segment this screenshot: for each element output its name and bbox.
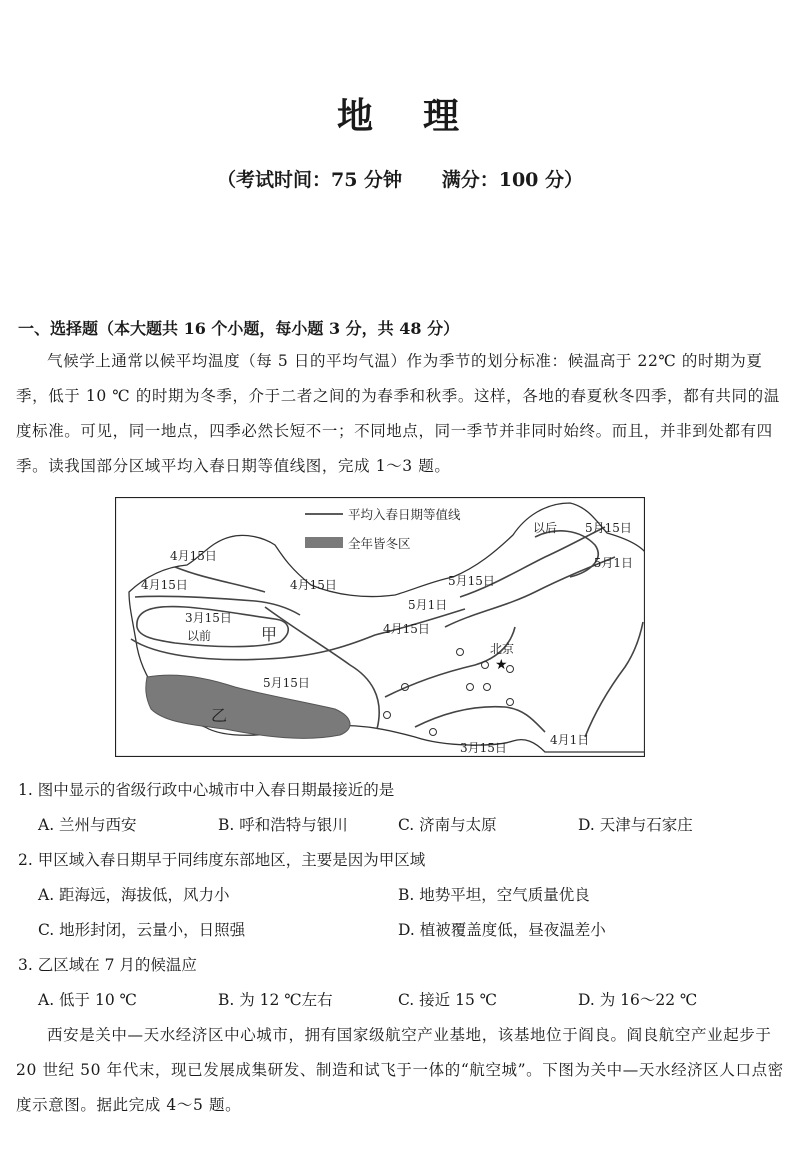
map-label: 5月15日	[263, 676, 310, 690]
map-label: 5月15日	[585, 521, 632, 535]
q1-option-b[interactable]: B. 呼和浩特与银川	[218, 816, 348, 834]
legend-isoline-label: 平均入春日期等值线	[348, 507, 461, 522]
q3-option-a[interactable]: A. 低于 10 ℃	[38, 991, 137, 1009]
map-label: 北京	[490, 642, 515, 656]
q1-option-c[interactable]: C. 济南与太原	[398, 816, 497, 834]
passage-2-text: 西安是关中—天水经济区中心城市，拥有国家级航空产业基地，该基地位于阎良。阎良航空产业起步于 20 世纪 50 年代末，现已发展成集研发、制造和试飞于一体的“航空城”。下图为关中—天水经济区人口点密度示意图。据此完成 4～5 题。	[16, 1026, 784, 1114]
q2-option-b[interactable]: B. 地势平坦，空气质量优良	[398, 886, 590, 904]
q3-option-c[interactable]: C. 接近 15 ℃	[398, 991, 498, 1009]
title-char-2: 理	[423, 96, 464, 137]
map-label: 3月15日	[185, 611, 232, 625]
question-2-stem: 2. 甲区域入春日期早于同纬度东部地区，主要是因为甲区域	[18, 851, 426, 869]
map-label: 以后	[533, 521, 558, 535]
question-1-stem: 1. 图中显示的省级行政中心城市中入春日期最接近的是	[18, 781, 395, 799]
q3-option-b[interactable]: B. 为 12 ℃左右	[218, 991, 333, 1009]
beijing-star-icon: ★	[495, 657, 508, 673]
q1-option-d[interactable]: D. 天津与石家庄	[578, 816, 693, 834]
map-label: 5月1日	[593, 556, 633, 570]
map-label: 4月15日	[141, 578, 188, 592]
passage-1-text: 气候学上通常以候平均温度（每 5 日的平均气温）作为季节的划分标准：候温高于 22℃ 的时期为夏季，低于 10 ℃ 的时期为冬季，介于二者之间的为春季和秋季。这样，各地的春夏秋冬四季，都有共同的温度标准。可见，同一地点，四季必然长短不一；不同地点，同一季节并非同时始终。而且，并非到处都有四季。读我国部分区域平均入春日期等值线图，完成 1～3 题。	[16, 352, 780, 475]
map-label: 5月15日	[448, 574, 495, 588]
section-heading: 一、选择题（本大题共 16 个小题，每小题 3 分，共 48 分）	[18, 319, 460, 338]
q3-option-d[interactable]: D. 为 16～22 ℃	[578, 991, 698, 1009]
map-label: 以前	[187, 629, 212, 643]
passage-2	[16, 1018, 784, 1123]
question-3-stem: 3. 乙区域在 7 月的候温应	[18, 956, 197, 974]
map-label: 4月15日	[170, 549, 217, 563]
exam-info: （考试时间：75 分钟 满分：100 分）	[216, 169, 584, 191]
page-title	[0, 88, 800, 139]
map-label: 3月15日	[460, 741, 507, 755]
q2-option-d[interactable]: D. 植被覆盖度低，昼夜温差小	[398, 921, 606, 939]
map-label: 5月1日	[408, 598, 448, 612]
map-label: 4月15日	[383, 622, 430, 636]
legend-winter-label: 全年皆冬区	[348, 536, 411, 551]
map-label: 甲	[261, 625, 278, 644]
q2-option-a[interactable]: A. 距海远，海拔低，风力小	[38, 886, 230, 904]
title-char-1: 地	[336, 96, 377, 137]
map-label: 乙	[211, 706, 228, 725]
spring-onset-map	[115, 497, 645, 757]
q1-option-a[interactable]: A. 兰州与西安	[38, 816, 137, 834]
map-label: 4月15日	[290, 578, 337, 592]
passage-1	[16, 344, 784, 484]
map-label: 4月1日	[550, 733, 590, 747]
q2-option-c[interactable]: C. 地形封闭，云量小，日照强	[38, 921, 246, 939]
